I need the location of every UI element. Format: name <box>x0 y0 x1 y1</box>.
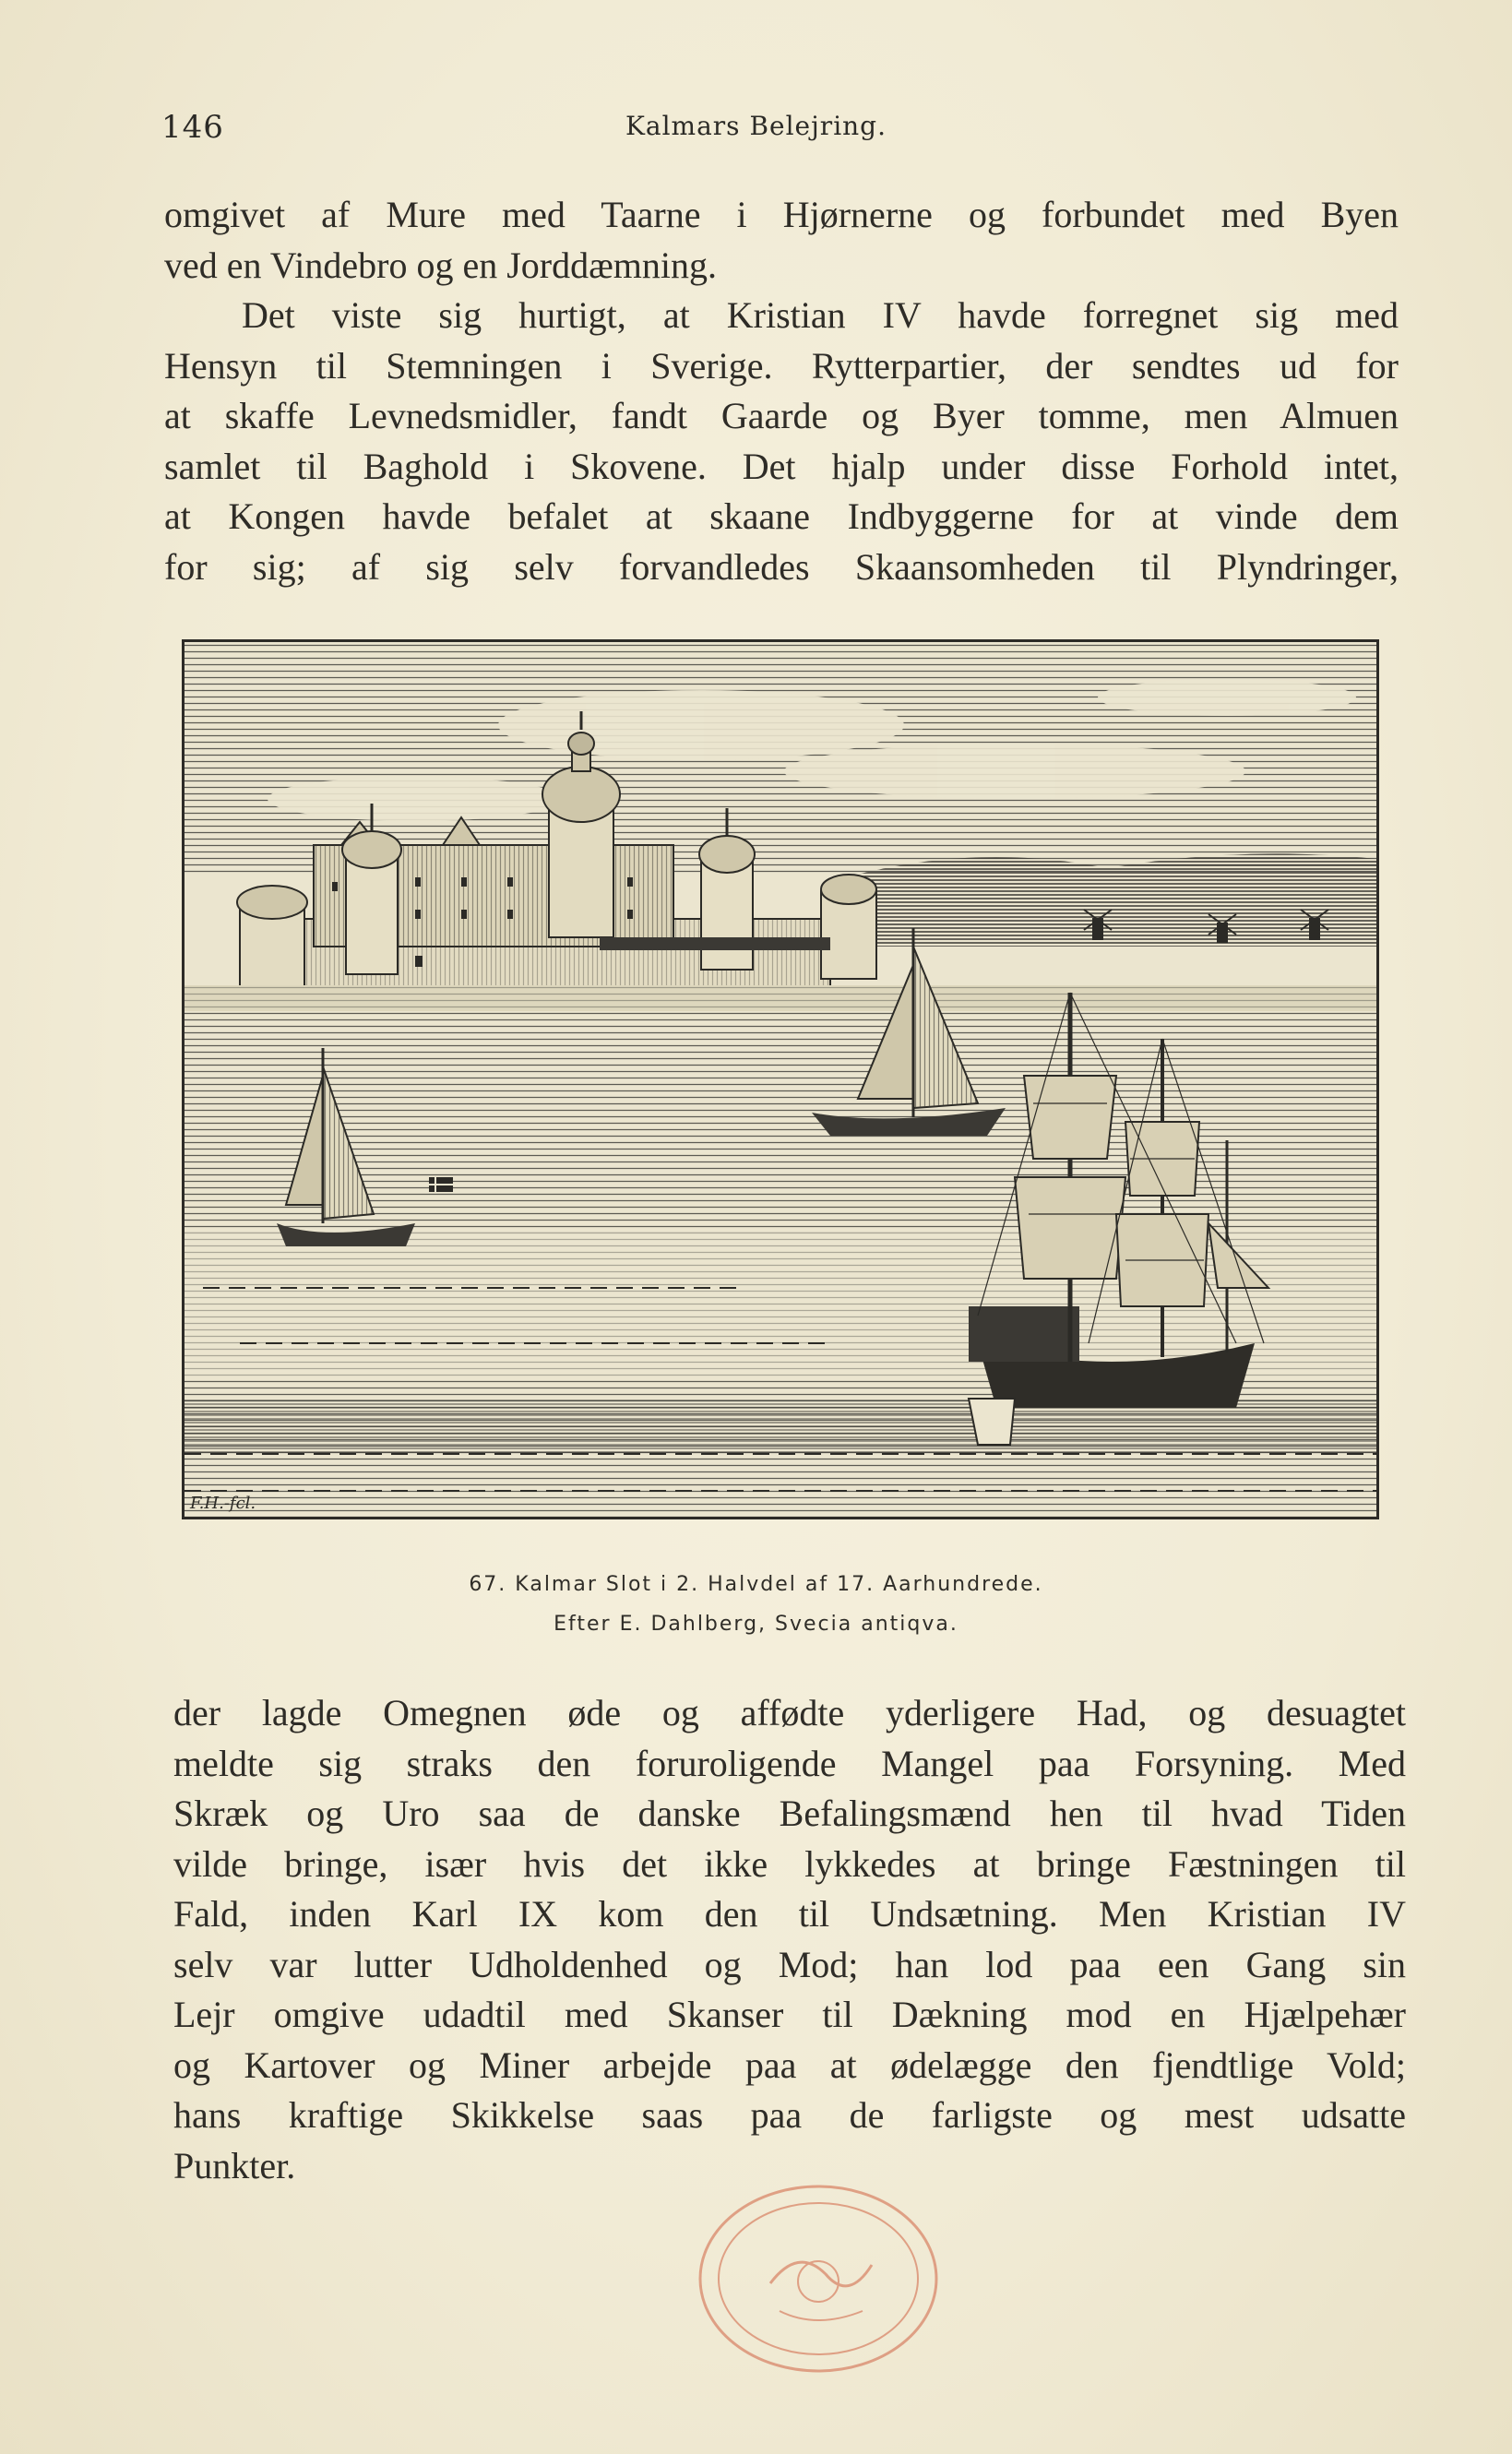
text-line: og Kartover og Miner arbejde paa at ødelægge den fjendtlige Vold; <box>173 2043 1406 2086</box>
text-line: Punkter. <box>173 2144 296 2186</box>
page-number: 146 <box>161 109 224 146</box>
text-line: Det viste sig hurtigt, at Kristian IV havde forregnet sig med <box>242 294 1399 336</box>
engraver-signature: F.H.-fcl. <box>190 1494 256 1513</box>
text-line: hans kraftige Skikkelse saas paa de farligste og mest udsatte <box>173 2094 1406 2136</box>
kalmar-castle-engraving <box>185 642 1376 1517</box>
running-head: Kalmars Belejring. <box>625 111 887 141</box>
top-paragraph <box>164 190 1399 592</box>
figure-caption-source: Efter E. Dahlberg, Svecia antiqva. <box>554 1613 958 1636</box>
text-line: at skaffe Levnedsmidler, fandt Gaarde og Byer tomme, men Almuen <box>164 395 1399 436</box>
text-line: ved en Vindebro og en Jorddæmning. <box>164 244 718 286</box>
text-line: selv var lutter Udholdenhed og Mod; han lod paa een Gang sin <box>173 1943 1406 1985</box>
text-line: Hensyn til Stemningen i Sverige. Rytterpartier, der sendtes ud for <box>164 344 1399 387</box>
engraving-figure <box>182 639 1379 1519</box>
library-stamp-icon <box>687 2173 950 2385</box>
text-line: at Kongen havde befalet at skaane Indbyggerne for at vinde dem <box>164 495 1399 537</box>
bottom-paragraph <box>173 1688 1406 2191</box>
text-line: samlet til Baghold i Skovene. Det hjalp under disse Forhold intet, <box>164 445 1399 487</box>
text-line: Lejr omgive udadtil med Skanser til Dækning mod en Hjælpehær <box>173 1994 1406 2035</box>
text-line: der lagde Omegnen øde og affødte yderligere Had, og desuagtet <box>173 1692 1406 1733</box>
text-line: for sig; af sig selv forvandledes Skaansomheden til Plyndringer, <box>164 545 1399 588</box>
text-line: vilde bringe, især hvis det ikke lykkedes at bringe Fæstningen til <box>173 1842 1406 1885</box>
text-line: Fald, inden Karl IX kom den til Undsætning. Men Kristian IV <box>173 1893 1406 1935</box>
text-line: meldte sig straks den foruroligende Mangel paa Forsyning. Med <box>173 1742 1406 1784</box>
text-line: Skræk og Uro saa de danske Befalingsmænd hen til hvad Tiden <box>173 1793 1406 1834</box>
figure-caption-title: 67. Kalmar Slot i 2. Halvdel af 17. Aarhundrede. <box>469 1573 1043 1596</box>
text-line: omgivet af Mure med Taarne i Hjørnerne og forbundet med Byen <box>164 194 1399 235</box>
